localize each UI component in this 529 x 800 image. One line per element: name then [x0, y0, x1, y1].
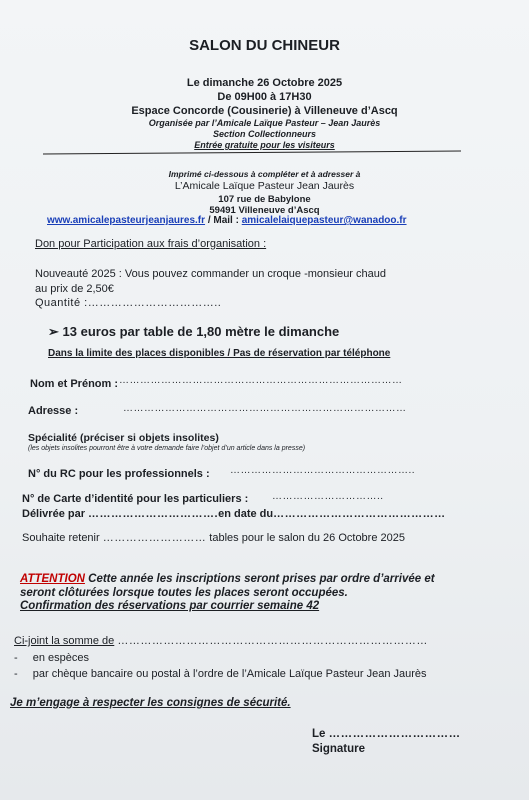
- dash-bullet: -: [14, 668, 18, 680]
- event-date: Le dimanche 26 Octobre 2025: [186, 77, 343, 89]
- rc-field[interactable]: ……………………………………………..: [230, 465, 416, 476]
- cheque-label: par chèque bancaire ou postal à l’ordre de l’Amicale Laïque Pasteur Jean Jaurès: [32, 668, 427, 680]
- organizer-line: Organisée par l’Amicale Laïque Pasteur – Jean Jaurès: [148, 118, 381, 128]
- signature-date-label: Le: [312, 728, 326, 740]
- contact-line: [47, 215, 407, 226]
- signature-date-line: [312, 728, 461, 740]
- id-field[interactable]: …………………………..: [272, 491, 384, 502]
- name-label: Nom et Prénom :: [30, 378, 119, 390]
- email-link[interactable]: amicalelaiquepasteur@wanadoo.fr: [241, 215, 407, 226]
- event-venue: Espace Concorde (Cousinerie) à Villeneuve d’Ascq: [131, 105, 398, 117]
- tables-count-field[interactable]: ………………………: [102, 532, 207, 544]
- commitment-line: Je m’engage à respecter les consignes de sécurité.: [10, 697, 291, 709]
- wish-suffix: tables pour le salon du 26 Octobre 2025: [209, 532, 405, 544]
- don-line: Don pour Participation aux frais d’organisation :: [35, 238, 267, 250]
- cash-label: en espèces: [32, 652, 89, 664]
- delivered-line: [22, 508, 446, 520]
- cash-option[interactable]: [14, 652, 89, 664]
- date-field[interactable]: ………………………………………: [273, 508, 446, 520]
- attention-text-1: Cette année les inscriptions seront prises par ordre d’arrivée et: [84, 573, 435, 585]
- novelty-line-2: au prix de 2,50€: [35, 283, 114, 295]
- website-link[interactable]: www.amicalepasteurjeanjaures.fr: [47, 215, 206, 226]
- quantity-field[interactable]: Quantité :……………………………..: [35, 297, 222, 309]
- wish-line: [22, 532, 405, 544]
- mail-separator: / Mail :: [205, 215, 242, 226]
- section-line: Section Collectionneurs: [212, 129, 317, 139]
- delivered-field[interactable]: …………………………….: [88, 508, 219, 520]
- org-city: 59491 Villeneuve d’Ascq: [209, 205, 320, 216]
- address-label: Adresse :: [28, 405, 79, 417]
- org-name: L’Amicale Laïque Pasteur Jean Jaurès: [174, 180, 355, 192]
- amount-field[interactable]: ………………………………………………………………………: [117, 635, 428, 647]
- signature-date-field[interactable]: ……………………………: [328, 728, 461, 740]
- event-hours: De 09H00 à 17H30: [217, 91, 312, 103]
- org-street: 107 rue de Babylone: [218, 194, 311, 205]
- attention-word: ATTENTION: [20, 573, 85, 585]
- specialty-note: (les objets insolites pourront être à votre demande faire l’objet d’un article dans la presse): [28, 445, 306, 452]
- attention-line-1: [20, 573, 435, 585]
- free-entry-note: Entrée gratuite pour les visiteurs: [194, 140, 335, 150]
- pricing-text: 13 euros par table de 1,80 mètre le dimanche: [62, 324, 340, 339]
- enclosed-label: Ci-joint la somme de: [14, 635, 115, 647]
- address-field[interactable]: ………………………………………………………………………: [123, 403, 407, 414]
- delivered-label: Délivrée par: [22, 508, 85, 520]
- pricing-line: [48, 324, 339, 340]
- attention-line-3: Confirmation des réservations par courrier semaine 42: [20, 600, 320, 612]
- date-label: en date du: [218, 508, 274, 520]
- id-label: N° de Carte d’identité pour les particuliers :: [22, 493, 249, 505]
- rc-label: N° du RC pour les professionnels :: [28, 468, 210, 480]
- novelty-line-1: Nouveauté 2025 : Vous pouvez commander un croque -monsieur chaud: [35, 268, 386, 280]
- name-field[interactable]: ………………………………………………………………………: [119, 375, 403, 386]
- dash-bullet: -: [14, 652, 18, 664]
- instruction-line: Imprimé ci-dessous à compléter et à adresser à: [168, 169, 361, 179]
- page-title: SALON DU CHINEUR: [189, 37, 340, 54]
- specialty-label: Spécialité (préciser si objets insolites): [28, 432, 219, 444]
- arrow-bullet-icon: ➢: [48, 324, 59, 339]
- cheque-option[interactable]: [14, 668, 427, 680]
- signature-label: Signature: [312, 743, 366, 755]
- attention-line-2: seront clôturées lorsque toutes les places seront occupées.: [20, 587, 348, 599]
- pricing-subtext: Dans la limite des places disponibles / Pas de réservation par téléphone: [48, 348, 391, 359]
- enclosed-line: [14, 635, 428, 647]
- wish-prefix: Souhaite retenir: [22, 532, 100, 544]
- header-divider: [43, 151, 461, 155]
